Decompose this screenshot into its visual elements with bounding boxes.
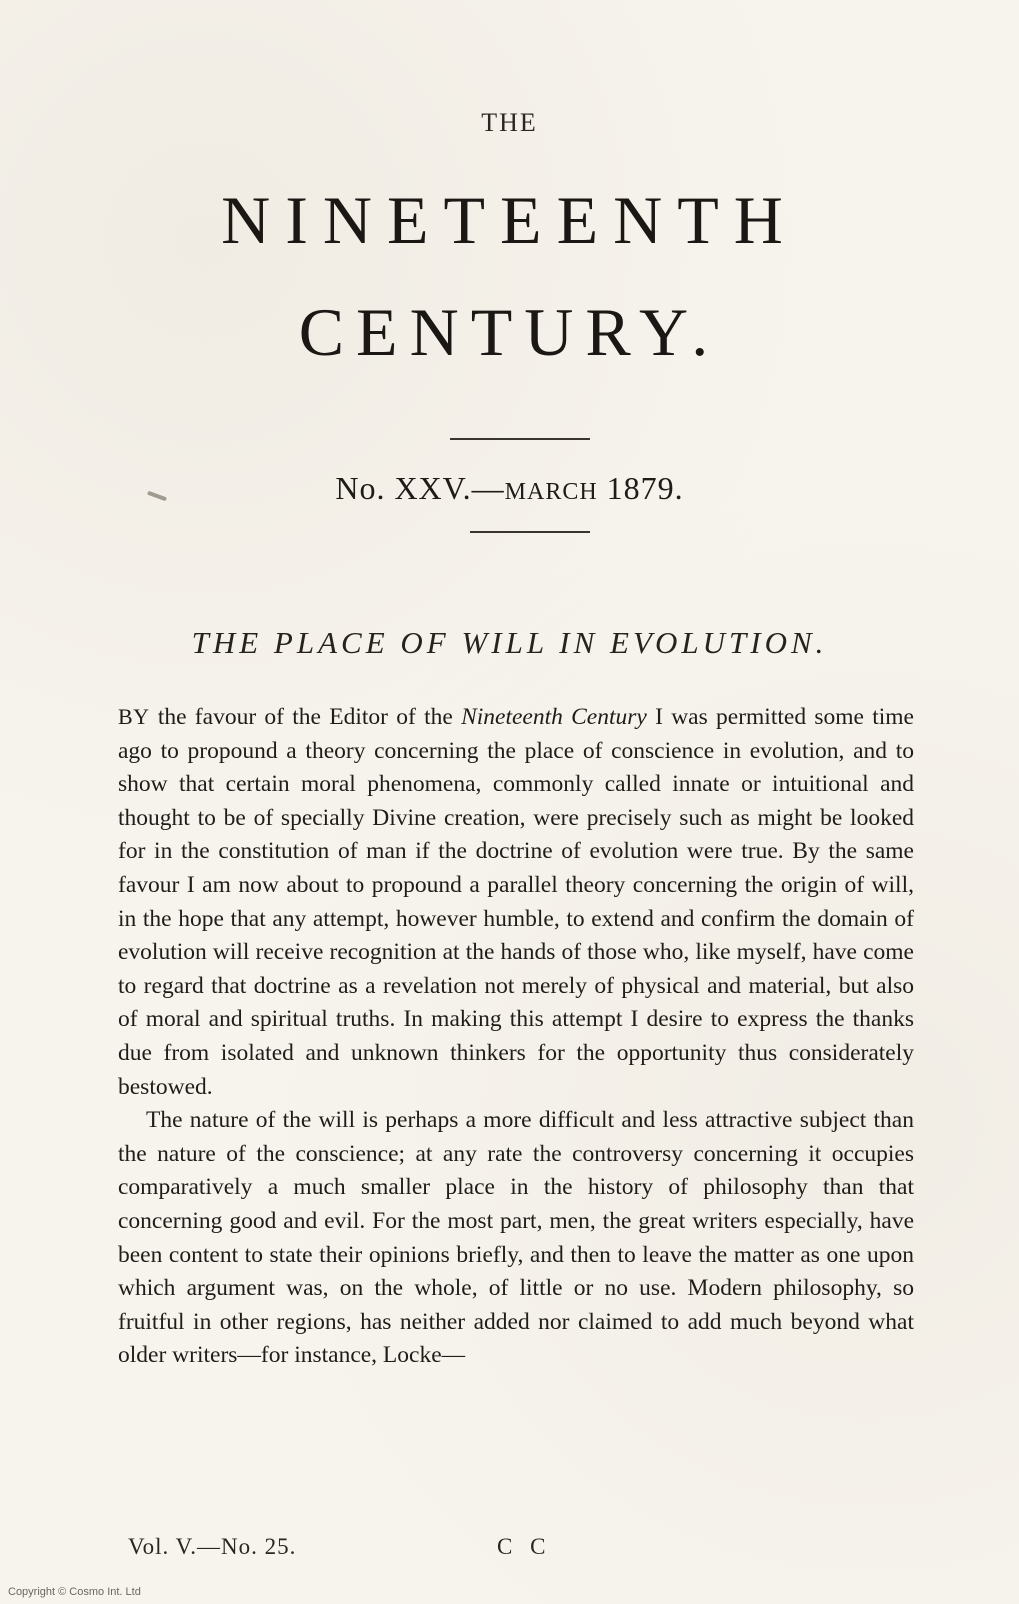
paragraph-2: The nature of the will is perhaps a more difficult and less attractive subject than the nature of the conscience; at any rate the controversy concerning it occupies comparatively a much smaller place in the history of philosophy than that concerning good and evil. For the most part, men, the great writers especially, have been content to state their opinions briefly, and then to leave the matter as one upon which argument was, on the whole, of little or no use. Modern philosophy, so fruitful in other regions, has neither added nor claimed to add much beyond what older writers—for instance, Locke— [118,1107,914,1369]
journal-name-italic: Nineteenth Century [461,704,647,730]
issue-month: MARCH [504,479,598,505]
footer-volume: Vol. V.—No. 25. [128,1534,297,1559]
paragraph-1-text-b: I was permitted some time ago to propound a theory concerning the place of conscience in evolution, and to show that certain moral phenomena, commonly called innate or intuitional and thought to be of specially Divine creation, were precisely such as might be looked for in the constitution of man if the doctrine of evolution were true. By the same favour I am now about to propound a parallel theory concerning the origin of will, in the hope that any attempt, however humble, to extend and confirm the domain of evolution will receive recognition at the hands of those who, like myself, have come to regard that doctrine as a revelation not merely of physical and material, but also of moral and spiritual truths. In making this attempt I desire to express the thanks due from isolated and unknown thinkers for the opportunity thus considerately bestowed. [118,704,914,1100]
copyright-notice: Copyright © Cosmo Int. Ltd [8,1586,141,1598]
divider-rule-bottom [470,531,590,533]
article-body [118,700,914,1373]
divider-rule-top [450,438,590,440]
masthead-title-line2: CENTURY. [298,294,721,370]
issue-no-label: No. [335,470,386,506]
paragraph-1-text-a: the favour of the Editor of the [149,704,462,730]
paragraph-1 [118,700,914,1104]
article-title: THE PLACE OF WILL IN EVOLUTION. [191,625,828,660]
paragraph-1-opening: BY [118,704,150,729]
masthead-title-line1: NINETEENTH [221,182,798,258]
issue-line [0,470,1019,507]
masthead-the: THE [481,108,538,137]
issue-number: XXV.— [394,470,505,506]
footer-signature: C C [497,1534,552,1559]
issue-year: 1879. [606,470,684,506]
